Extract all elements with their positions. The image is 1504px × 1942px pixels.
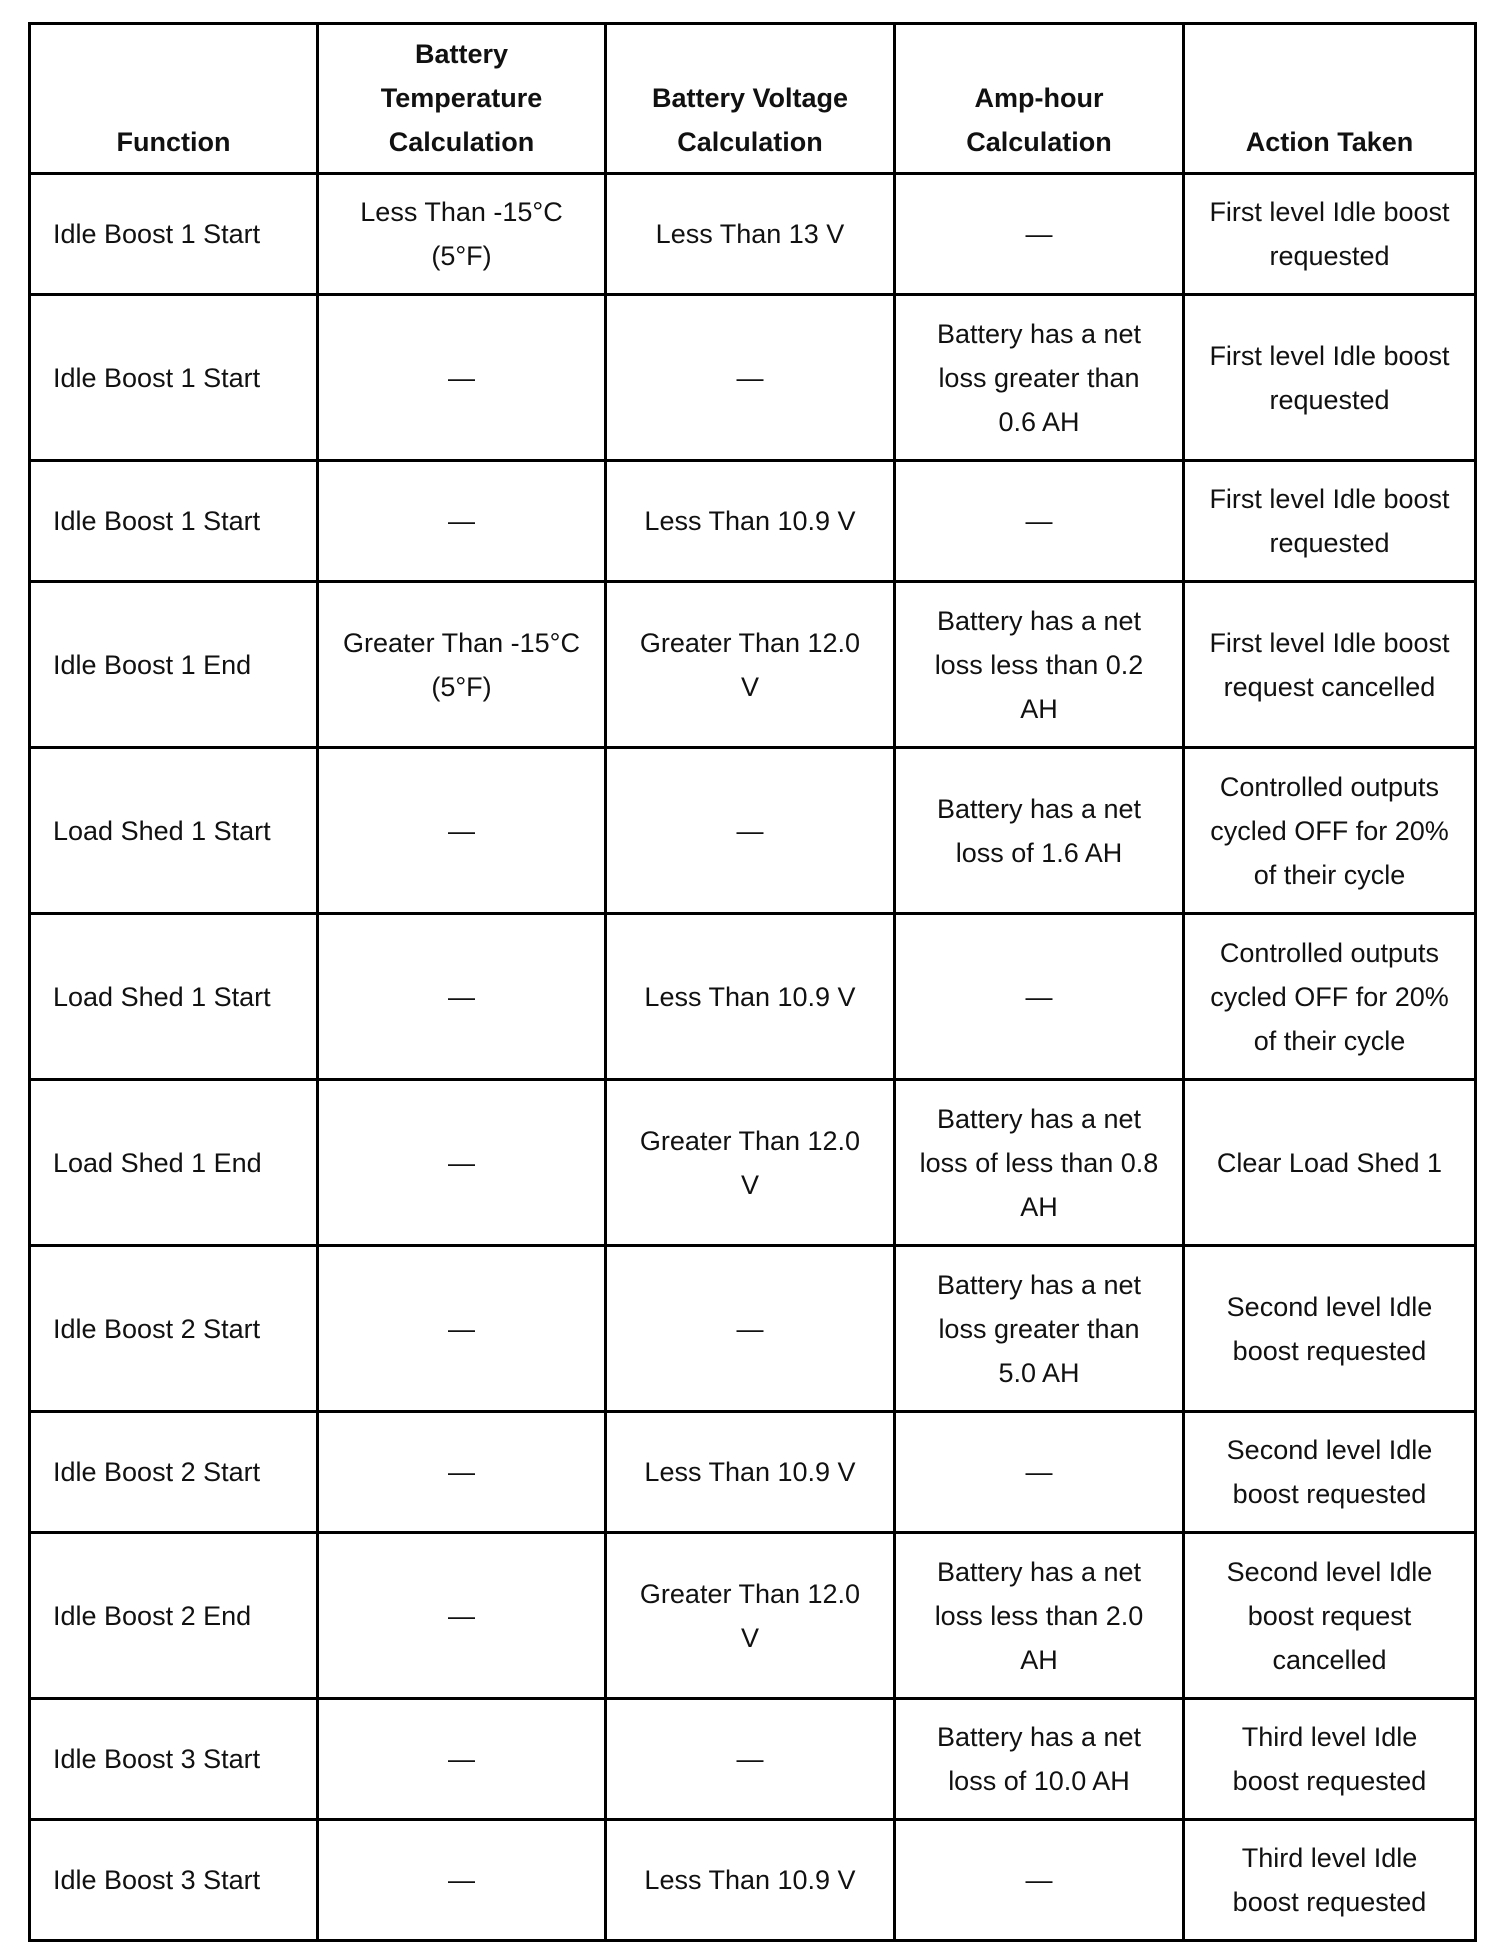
table-body — [30, 174, 1476, 1941]
function-cell: Idle Boost 1 Start — [30, 295, 318, 461]
header-row — [30, 24, 1476, 174]
temperature-cell: — — [318, 295, 606, 461]
function-cell: Idle Boost 1 Start — [30, 174, 318, 295]
action-cell: First level Idle boost requested — [1184, 174, 1476, 295]
action-cell: First level Idle boost request cancelled — [1184, 582, 1476, 748]
function-cell: Idle Boost 3 Start — [30, 1820, 318, 1941]
battery-management-table — [28, 22, 1477, 1942]
amp-hour-cell: Battery has a net loss less than 2.0 AH — [895, 1533, 1184, 1699]
temperature-cell: — — [318, 1412, 606, 1533]
amp-hour-cell: — — [895, 1412, 1184, 1533]
function-cell: Load Shed 1 End — [30, 1080, 318, 1246]
voltage-cell: Less Than 13 V — [606, 174, 895, 295]
temperature-cell: — — [318, 914, 606, 1080]
function-cell: Idle Boost 1 Start — [30, 461, 318, 582]
table-row — [30, 1080, 1476, 1246]
amp-hour-cell: — — [895, 174, 1184, 295]
function-cell: Idle Boost 3 Start — [30, 1699, 318, 1820]
voltage-cell: Greater Than 12.0 V — [606, 1533, 895, 1699]
function-cell: Idle Boost 1 End — [30, 582, 318, 748]
table-row — [30, 1820, 1476, 1941]
action-cell: Second level Idle boost request cancelled — [1184, 1533, 1476, 1699]
amp-hour-cell: Battery has a net loss of 1.6 AH — [895, 748, 1184, 914]
header-action-taken: Action Taken — [1184, 24, 1476, 174]
voltage-cell: Less Than 10.9 V — [606, 1412, 895, 1533]
table-row — [30, 1412, 1476, 1533]
voltage-cell: — — [606, 1699, 895, 1820]
table-row — [30, 295, 1476, 461]
amp-hour-cell: Battery has a net loss of less than 0.8 AH — [895, 1080, 1184, 1246]
voltage-cell: — — [606, 1246, 895, 1412]
amp-hour-cell: Battery has a net loss of 10.0 AH — [895, 1699, 1184, 1820]
voltage-cell: — — [606, 295, 895, 461]
function-cell: Load Shed 1 Start — [30, 748, 318, 914]
header-battery-temperature: Battery Temperature Calculation — [318, 24, 606, 174]
temperature-cell: — — [318, 1699, 606, 1820]
temperature-cell: — — [318, 748, 606, 914]
voltage-cell: Greater Than 12.0 V — [606, 1080, 895, 1246]
header-function: Function — [30, 24, 318, 174]
table-row — [30, 1246, 1476, 1412]
function-cell: Idle Boost 2 Start — [30, 1412, 318, 1533]
temperature-cell: — — [318, 1533, 606, 1699]
temperature-cell: — — [318, 461, 606, 582]
function-cell: Idle Boost 2 End — [30, 1533, 318, 1699]
action-cell: Second level Idle boost requested — [1184, 1246, 1476, 1412]
action-cell: Controlled outputs cycled OFF for 20% of their cycle — [1184, 914, 1476, 1080]
amp-hour-cell: — — [895, 1820, 1184, 1941]
amp-hour-cell: Battery has a net loss less than 0.2 AH — [895, 582, 1184, 748]
function-cell: Idle Boost 2 Start — [30, 1246, 318, 1412]
table-row — [30, 1699, 1476, 1820]
voltage-cell: Less Than 10.9 V — [606, 1820, 895, 1941]
action-cell: Third level Idle boost requested — [1184, 1699, 1476, 1820]
voltage-cell: Less Than 10.9 V — [606, 914, 895, 1080]
header-battery-voltage: Battery Voltage Calculation — [606, 24, 895, 174]
function-cell: Load Shed 1 Start — [30, 914, 318, 1080]
table-row — [30, 1533, 1476, 1699]
table-header — [30, 24, 1476, 174]
amp-hour-cell: — — [895, 461, 1184, 582]
voltage-cell: Less Than 10.9 V — [606, 461, 895, 582]
temperature-cell: — — [318, 1080, 606, 1246]
voltage-cell: Greater Than 12.0 V — [606, 582, 895, 748]
temperature-cell: — — [318, 1820, 606, 1941]
header-amp-hour: Amp-hour Calculation — [895, 24, 1184, 174]
action-cell: Controlled outputs cycled OFF for 20% of their cycle — [1184, 748, 1476, 914]
action-cell: Third level Idle boost requested — [1184, 1820, 1476, 1941]
table-row — [30, 748, 1476, 914]
table-row — [30, 582, 1476, 748]
action-cell: First level Idle boost requested — [1184, 461, 1476, 582]
temperature-cell: Greater Than -15°C (5°F) — [318, 582, 606, 748]
voltage-cell: — — [606, 748, 895, 914]
action-cell: Clear Load Shed 1 — [1184, 1080, 1476, 1246]
amp-hour-cell: Battery has a net loss greater than 0.6 AH — [895, 295, 1184, 461]
action-cell: Second level Idle boost requested — [1184, 1412, 1476, 1533]
table-row — [30, 914, 1476, 1080]
amp-hour-cell: Battery has a net loss greater than 5.0 AH — [895, 1246, 1184, 1412]
action-cell: First level Idle boost requested — [1184, 295, 1476, 461]
amp-hour-cell: — — [895, 914, 1184, 1080]
table-row — [30, 174, 1476, 295]
table-row — [30, 461, 1476, 582]
temperature-cell: — — [318, 1246, 606, 1412]
temperature-cell: Less Than -15°C (5°F) — [318, 174, 606, 295]
